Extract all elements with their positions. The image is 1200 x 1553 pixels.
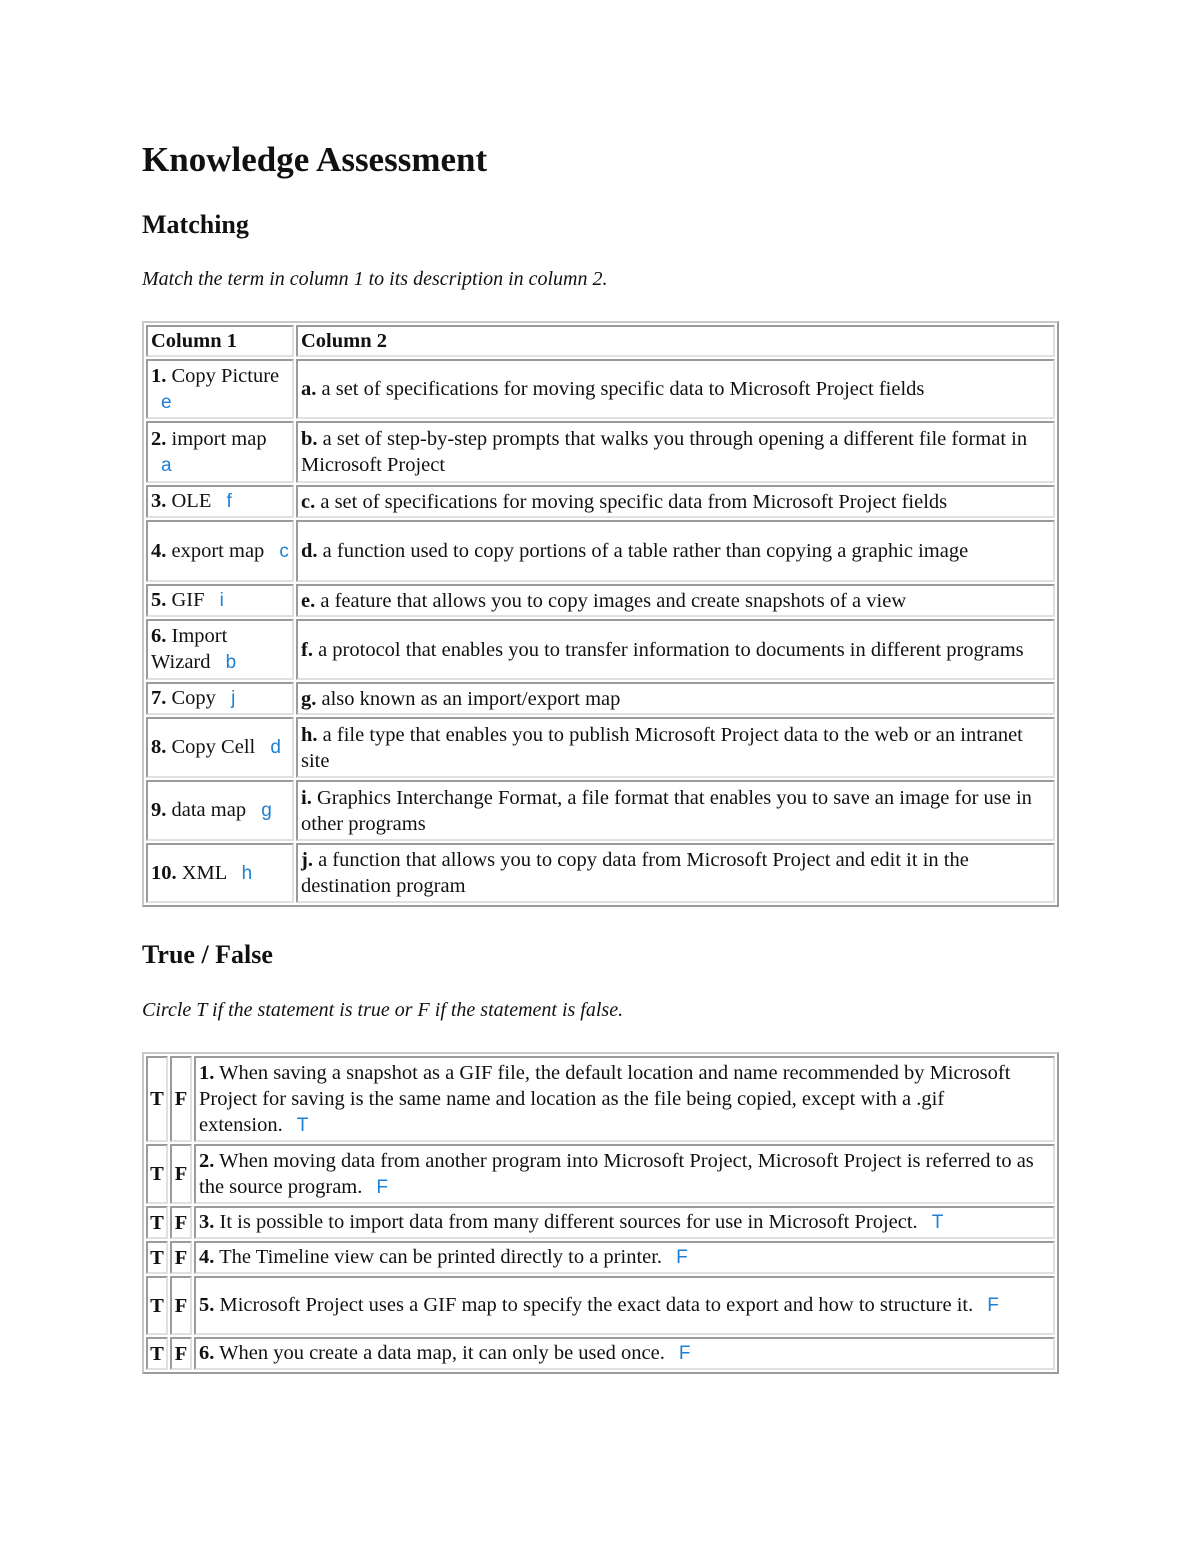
answer-text: T [931,1212,944,1233]
false-option[interactable]: F [170,1144,192,1204]
description-letter: b. [301,428,318,450]
description-letter: d. [301,540,318,562]
false-option[interactable]: F [170,1241,192,1274]
truefalse-heading: True / False [142,940,273,969]
matching-instruction: Match the term in column 1 to its description in column 2. [142,268,608,290]
statement-number: 2. [199,1149,215,1172]
description-cell [296,682,1055,715]
table-row [146,1206,1055,1239]
term-number: 10. [151,861,177,884]
description-letter: c. [301,490,316,513]
statement-number: 3. [199,1211,215,1233]
truefalse-instruction: Circle T if the statement is true or F if the statement is false. [142,999,624,1021]
term-number: 3. [151,490,167,512]
table-row [146,584,1055,617]
term-number: 7. [151,687,167,709]
answer-text: e [161,391,172,413]
description-text: a set of specifications for moving specific data to Microsoft Project fields [321,378,925,400]
true-option[interactable]: T [146,1276,168,1335]
description-cell [296,520,1055,582]
statement-cell [194,1276,1055,1335]
statement-cell [194,1144,1055,1204]
answer-text: F [676,1247,688,1268]
term-text: Import Wizard [151,625,228,673]
term-number: 9. [151,799,167,821]
table-row [146,717,1055,778]
term-text: data map [171,799,247,821]
statement-number: 4. [199,1246,215,1268]
description-cell [296,717,1055,778]
term-text: GIF [171,589,205,611]
table-row [146,359,1055,419]
statement-cell [194,1241,1055,1274]
table-row [146,1056,1055,1142]
description-text: a protocol that enables you to transfer information to documents in different programs [318,638,1024,661]
statement-cell [194,1206,1055,1239]
table-row [146,520,1055,582]
answer-text: i [219,590,224,611]
term-text: Copy [171,687,216,709]
statement-cell [194,1337,1055,1370]
description-letter: j. [301,849,313,871]
table-row [146,421,1055,483]
table-row [146,682,1055,715]
description-cell [296,359,1055,419]
table-row [146,619,1055,680]
table-row [146,1144,1055,1204]
description-text: a feature that allows you to copy images and create snapshots of a view [320,589,907,612]
description-text: Graphics Interchange Format, a file format that enables you to save an image for use in other programs [301,786,1032,835]
true-option[interactable]: T [146,1056,168,1142]
term-number: 4. [151,539,167,562]
table-row [146,485,1055,518]
true-option[interactable]: T [146,1144,168,1204]
description-text: a file type that enables you to publish Microsoft Project data to the web or an intranet site [301,723,1023,772]
description-text: a function used to copy portions of a table rather than copying a graphic image [322,540,969,562]
statement-number: 5. [199,1294,215,1316]
answer-text: d [270,737,281,758]
term-number: 5. [151,589,167,611]
term-cell [146,843,294,903]
description-letter: h. [301,723,318,746]
table-row [146,780,1055,841]
description-letter: e. [301,589,316,612]
description-cell [296,843,1055,903]
term-cell [146,584,294,617]
truefalse-table [142,1052,1059,1374]
table-row [146,843,1055,903]
term-number: 2. [151,427,167,450]
false-option[interactable]: F [170,1337,192,1370]
answer-text: h [241,862,253,884]
answer-text: c [279,540,289,562]
description-text: a set of specifications for moving specific data from Microsoft Project fields [320,490,948,513]
term-cell [146,485,294,518]
term-number: 6. [151,625,167,647]
statement-cell [194,1056,1055,1142]
statement-text: When moving data from another program into Microsoft Project, Microsoft Project is referred to as the source program. [199,1149,1034,1198]
description-text: also known as an import/export map [321,687,621,710]
term-cell [146,520,294,582]
statement-number: 1. [199,1061,215,1084]
term-text: Copy Picture [171,364,280,387]
statement-text: When you create a data map, it can only be used once. [219,1342,665,1364]
term-cell [146,780,294,841]
term-cell [146,421,294,483]
answer-text: F [376,1176,388,1198]
false-option[interactable]: F [170,1206,192,1239]
description-cell [296,619,1055,680]
term-cell [146,717,294,778]
answer-text: j [231,688,236,709]
description-cell [296,485,1055,518]
description-text: a set of step-by-step prompts that walks you through opening a different file format in Microsoft Project [301,428,1028,476]
description-letter: a. [301,378,317,400]
answer-text: F [678,1343,691,1364]
answer-text: g [261,800,272,821]
table-header-row [146,325,1055,357]
table-row [146,1276,1055,1335]
table-row [146,1337,1055,1370]
statement-text: It is possible to import data from many different sources for use in Microsoft Project. [219,1211,918,1233]
term-cell [146,682,294,715]
description-letter: i. [301,786,312,809]
page-title: Knowledge Assessment [142,140,488,179]
description-text: a function that allows you to copy data from Microsoft Project and edit it in the destination program [301,849,969,897]
term-number: 1. [151,364,167,387]
description-cell [296,780,1055,841]
matching-heading: Matching [142,210,249,239]
answer-text: T [296,1114,309,1136]
false-option[interactable]: F [170,1276,192,1335]
false-option[interactable]: F [170,1056,192,1142]
statement-text: When saving a snapshot as a GIF file, the default location and name recommended by Microsoft Project for saving is the same name and location as the file being copied, except with a .gif extension. [199,1061,1011,1136]
statement-number: 6. [199,1342,215,1364]
answer-text: a [161,454,172,476]
column-header: Column 1 [146,325,294,357]
column-header: Column 2 [296,325,1055,357]
term-text: XML [181,861,227,884]
term-cell [146,359,294,419]
answer-text: b [225,652,237,673]
term-text: export map [171,539,265,562]
term-text: Copy Cell [171,736,256,758]
true-option[interactable]: T [146,1206,168,1239]
term-text: import map [171,427,267,450]
answer-text: f [226,491,232,512]
description-cell [296,421,1055,483]
term-text: OLE [171,490,212,512]
answer-text: F [987,1295,999,1316]
matching-table [142,321,1059,907]
statement-text: Microsoft Project uses a GIF map to specify the exact data to export and how to structure it. [219,1294,974,1316]
description-letter: f. [301,638,313,661]
term-number: 8. [151,736,167,758]
table-row [146,1241,1055,1274]
true-option[interactable]: T [146,1241,168,1274]
statement-text: The Timeline view can be printed directly to a printer. [219,1246,663,1268]
term-cell [146,619,294,680]
description-letter: g. [301,687,317,710]
description-cell [296,584,1055,617]
true-option[interactable]: T [146,1337,168,1370]
